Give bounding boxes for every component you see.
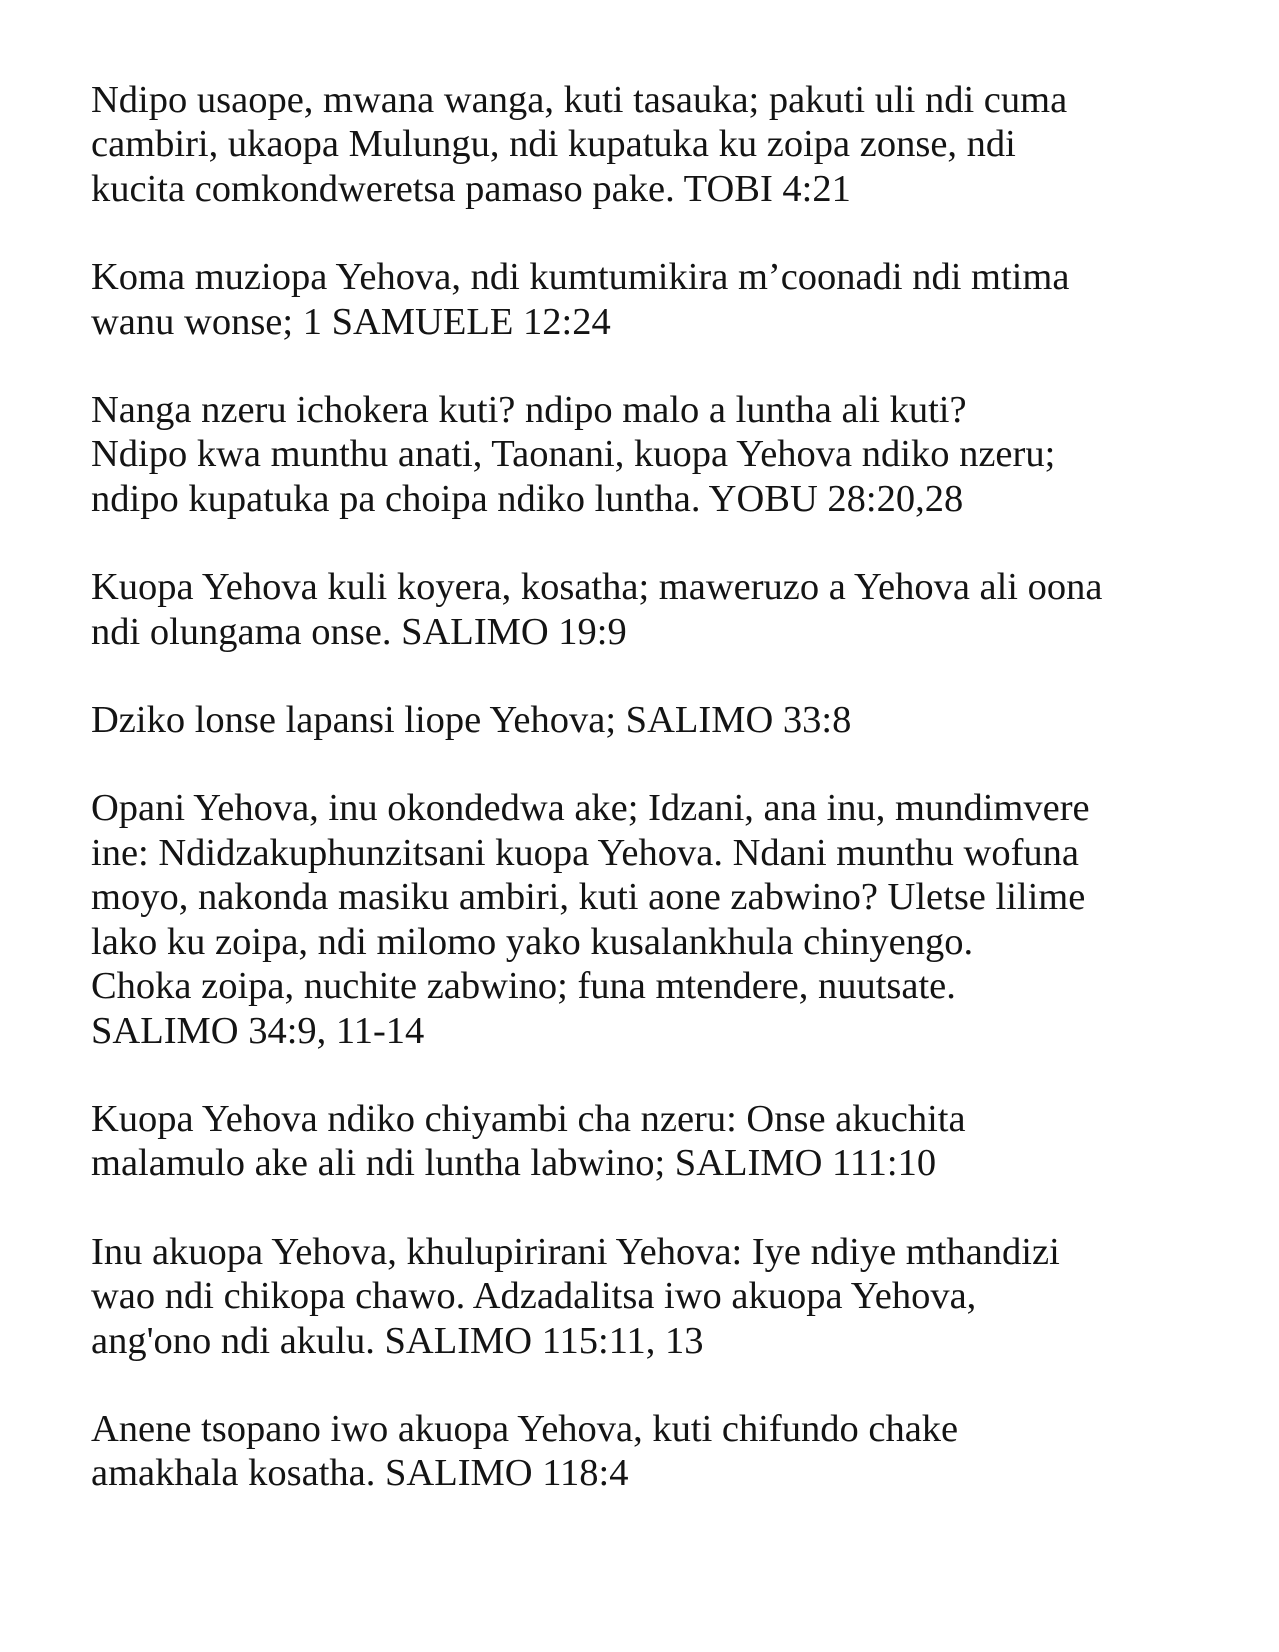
passage-line: Inu akuopa Yehova, khulupirirani Yehova: Iye ndiye mthandizi: [91, 1230, 1060, 1273]
passage-line: wanu wonse; 1 SAMUELE 12:24: [91, 300, 611, 343]
passage-line: malamulo ake ali ndi luntha labwino; SALIMO 111:10: [91, 1142, 937, 1185]
passage-line: Ndipo kwa munthu anati, Taonani, kuopa Yehova ndiko nzeru;: [91, 433, 1056, 476]
passage-line: ndi olungama onse. SALIMO 19:9: [91, 610, 627, 653]
passage-line: amakhala kosatha. SALIMO 118:4: [91, 1452, 629, 1495]
passage-line: Kuopa Yehova kuli koyera, kosatha; maweruzo a Yehova ali oona: [91, 566, 1103, 609]
passage-line: Ndipo usaope, mwana wanga, kuti tasauka; pakuti uli ndi cuma: [91, 79, 1068, 121]
passage-yobu-28-20-28: [91, 388, 1241, 521]
document-page: [91, 78, 1241, 1540]
passage-line: Koma muziopa Yehova, ndi kumtumikira m’coonadi ndi mtima: [91, 256, 1070, 299]
passage-line: Choka zoipa, nuchite zabwino; funa mtendere, nuutsate.: [91, 965, 956, 1008]
passage-1-samuele-12-24: [91, 255, 1241, 344]
passage-line: moyo, nakonda masiku ambiri, kuti aone zabwino? Uletse lilime: [91, 876, 1086, 919]
passage-line: Kuopa Yehova ndiko chiyambi cha nzeru: Onse akuchita: [91, 1097, 966, 1140]
passage-line: ine: Ndidzakuphunzitsani kuopa Yehova. Ndani munthu wofuna: [91, 831, 1080, 874]
passage-line: ang'ono ndi akulu. SALIMO 115:11, 13: [91, 1319, 704, 1362]
passage-line: wao ndi chikopa chawo. Adzadalitsa iwo akuopa Yehova,: [91, 1275, 977, 1318]
passage-line: Anene tsopano iwo akuopa Yehova, kuti chifundo chake: [91, 1407, 959, 1450]
passage-salimo-34-9-14: [91, 786, 1241, 1052]
passage-salimo-115-11-13: [91, 1230, 1241, 1363]
passage-salimo-19-9: [91, 565, 1241, 654]
passage-line: kucita comkondweretsa pamaso pake. TOBI 4:21: [91, 167, 851, 210]
passage-salimo-33-8: [91, 698, 1241, 742]
passage-line: SALIMO 34:9, 11-14: [91, 1009, 425, 1052]
passage-line: Opani Yehova, inu okondedwa ake; Idzani, ana inu, mundimvere: [91, 787, 1090, 830]
passage-salimo-111-10: [91, 1097, 1241, 1186]
passage-line: Dziko lonse lapansi liope Yehova; SALIMO 33:8: [91, 699, 852, 742]
passage-tobi-4-21: [91, 78, 1241, 211]
passage-salimo-118-4: [91, 1407, 1241, 1496]
passage-line: ndipo kupatuka pa choipa ndiko luntha. YOBU 28:20,28: [91, 477, 964, 520]
passage-line: lako ku zoipa, ndi milomo yako kusalankhula chinyengo.: [91, 920, 974, 963]
passage-line: cambiri, ukaopa Mulungu, ndi kupatuka ku zoipa zonse, ndi: [91, 123, 1016, 166]
passage-line: Nanga nzeru ichokera kuti? ndipo malo a luntha ali kuti?: [91, 389, 967, 432]
